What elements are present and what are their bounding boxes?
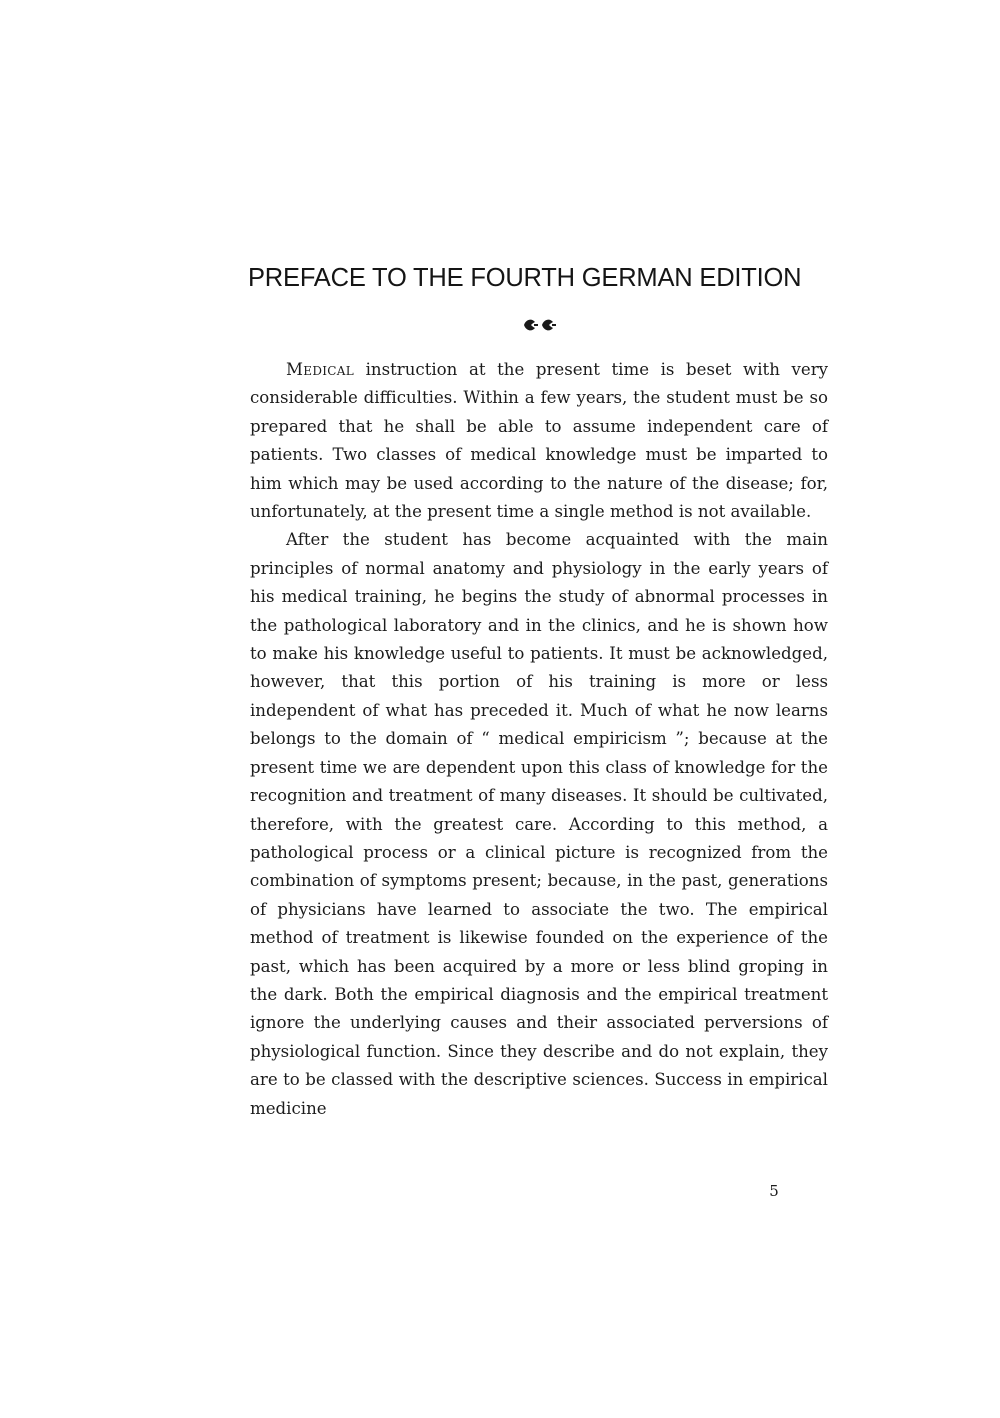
paragraph-1-text: instruction at the present time is beset with very considerable difficulties. Within a few years, the student must be so prepared that he shall be able to assume independent care of patients. Two classes of medical knowledge must be imparted to him which may be used according to the nature of the disease; for, unfortunately, at the present time a single method is not available. bbox=[250, 360, 828, 522]
page-number: 5 bbox=[769, 1182, 779, 1200]
drop-word: Medical bbox=[286, 360, 355, 379]
fleuron-ornament-icon bbox=[522, 316, 558, 334]
paragraph-1 bbox=[250, 356, 828, 526]
paragraph-2: After the student has become acquainted with the main principles of normal anatomy and physiology in the early years of his medical training, he begins the study of abnormal processes in the pathological laboratory and in the clinics, and he is shown how to make his knowledge useful to patients. It must be acknowledged, however, that this portion of his training is more or less independent of what has preceded it. Much of what he now learns belongs to the domain of “ medical empiricism ”; because at the present time we are dependent upon this class of knowledge for the recognition and treatment of many diseases. It should be cultivated, therefore, with the greatest care. According to this method, a pathological process or a clinical picture is recognized from the combination of symptoms present; because, in the past, generations of physicians have learned to associate the two. The empirical method of treatment is likewise founded on the experience of the past, which has been acquired by a more or less blind groping in the dark. Both the empirical diagnosis and the empirical treatment ignore the underlying causes and their associated perversions of physiological function. Since they describe and do not explain, they are to be classed with the descriptive sciences. Success in empirical medicine bbox=[250, 530, 828, 1118]
page-title: PREFACE TO THE FOURTH GERMAN EDITION bbox=[248, 264, 802, 292]
preface-text bbox=[250, 356, 828, 1123]
